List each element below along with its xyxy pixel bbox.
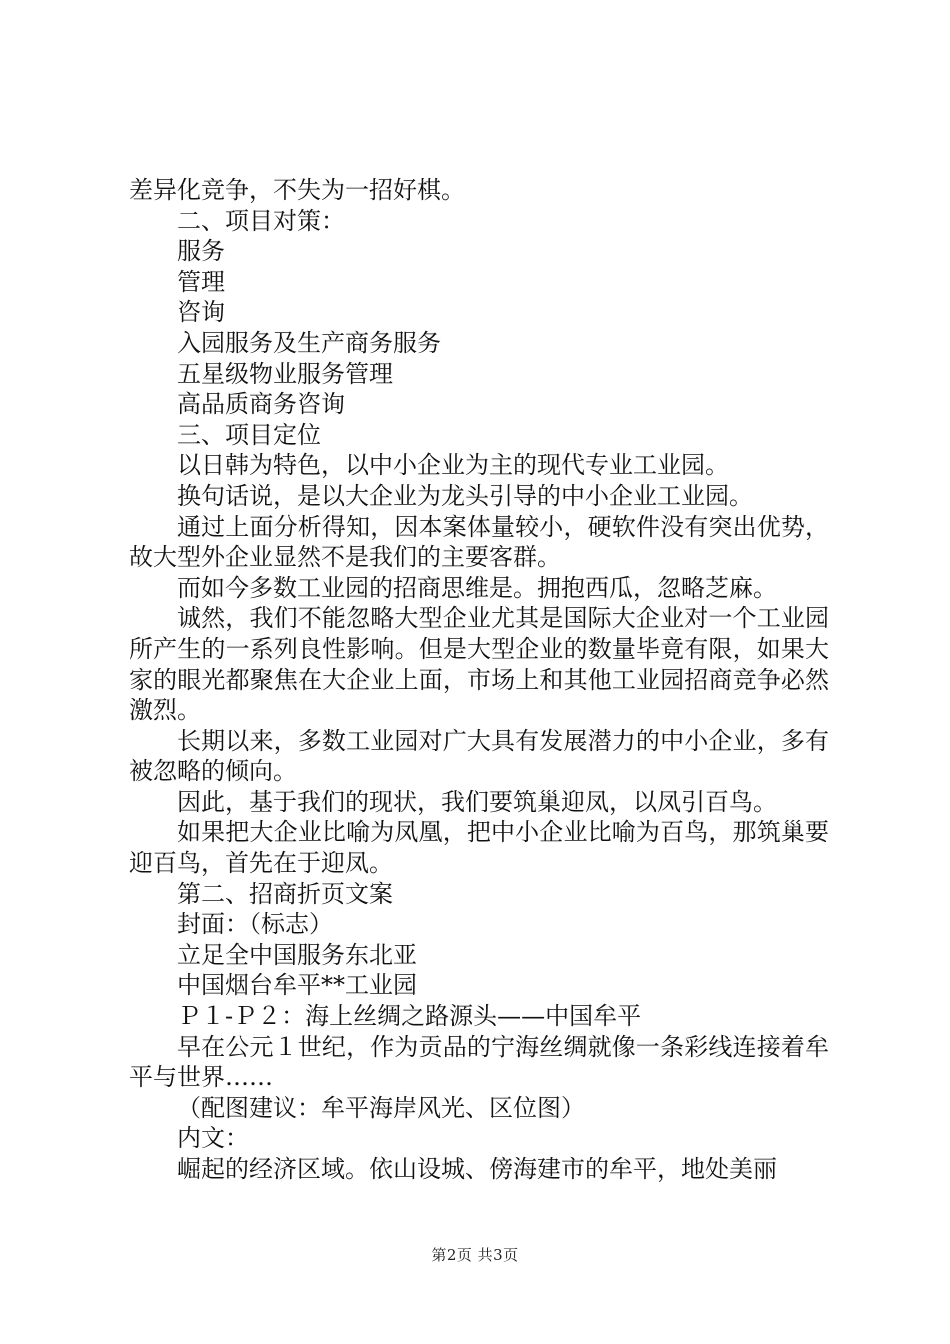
paragraph: 立足全中国服务东北亚 [177,940,417,969]
paragraph: 诚然，我们不能忽略大型企业尤其是国际大企业对一个工业园所产生的一系列良性影响。但是大型企业的数量毕竟有限，如果大家的眼光都聚焦在大企业上面，市场上和其他工业园招商竞争必然激烈。 [129,604,829,725]
document-body [129,175,829,1185]
paragraph: 差异化竞争，不失为一招好棋。 [129,176,465,204]
paragraph: 长期以来，多数工业园对广大具有发展潜力的中小企业，多有被忽略的倾向。 [129,726,829,786]
paragraph: 三、项目定位 [177,420,321,449]
paragraph: 如果把大企业比喻为凤凰，把中小企业比喻为百鸟，那筑巢要迎百鸟，首先在于迎凤。 [129,818,829,878]
paragraph: 以日韩为特色，以中小企业为主的现代专业工业园。 [177,451,729,480]
paragraph: 而如今多数工业园的招商思维是。拥抱西瓜，忽略芝麻。 [177,573,777,602]
paragraph: 中国烟台牟平**工业园 [177,971,417,1000]
paragraph: 通过上面分析得知，因本案体量较小，硬软件没有突出优势，故大型外企业显然不是我们的主要客群。 [129,512,829,572]
paragraph: 早在公元１世纪，作为贡品的宁海丝绸就像一条彩线连接着牟平与世界…… [129,1032,829,1092]
paragraph: 管理 [177,267,225,296]
paragraph: 因此，基于我们的现状，我们要筑巢迎凤，以凤引百鸟。 [177,787,777,816]
paragraph: Ｐ１-Ｐ２：海上丝绸之路源头——中国牟平 [177,1002,642,1031]
paragraph: 咨询 [177,298,225,327]
page-footer: 第2页 共3页 [431,1246,519,1264]
paragraph: 换句话说，是以大企业为龙头引导的中小企业工业园。 [177,481,753,510]
paragraph: 崛起的经济区域。依山设城、傍海建市的牟平，地处美丽 [177,1155,777,1183]
paragraph: 第二、招商折页文案 [177,879,393,908]
paragraph: 封面：（标志） [177,910,333,939]
paragraph: 二、项目对策： [177,206,345,235]
paragraph: 内文： [177,1124,249,1153]
paragraph: 五星级物业服务管理 [177,359,393,388]
paragraph: （配图建议：牟平海岸风光、区位图） [177,1093,585,1122]
paragraph: 入园服务及生产商务服务 [177,328,441,357]
paragraph: 服务 [177,237,225,266]
paragraph: 高品质商务咨询 [177,390,345,419]
